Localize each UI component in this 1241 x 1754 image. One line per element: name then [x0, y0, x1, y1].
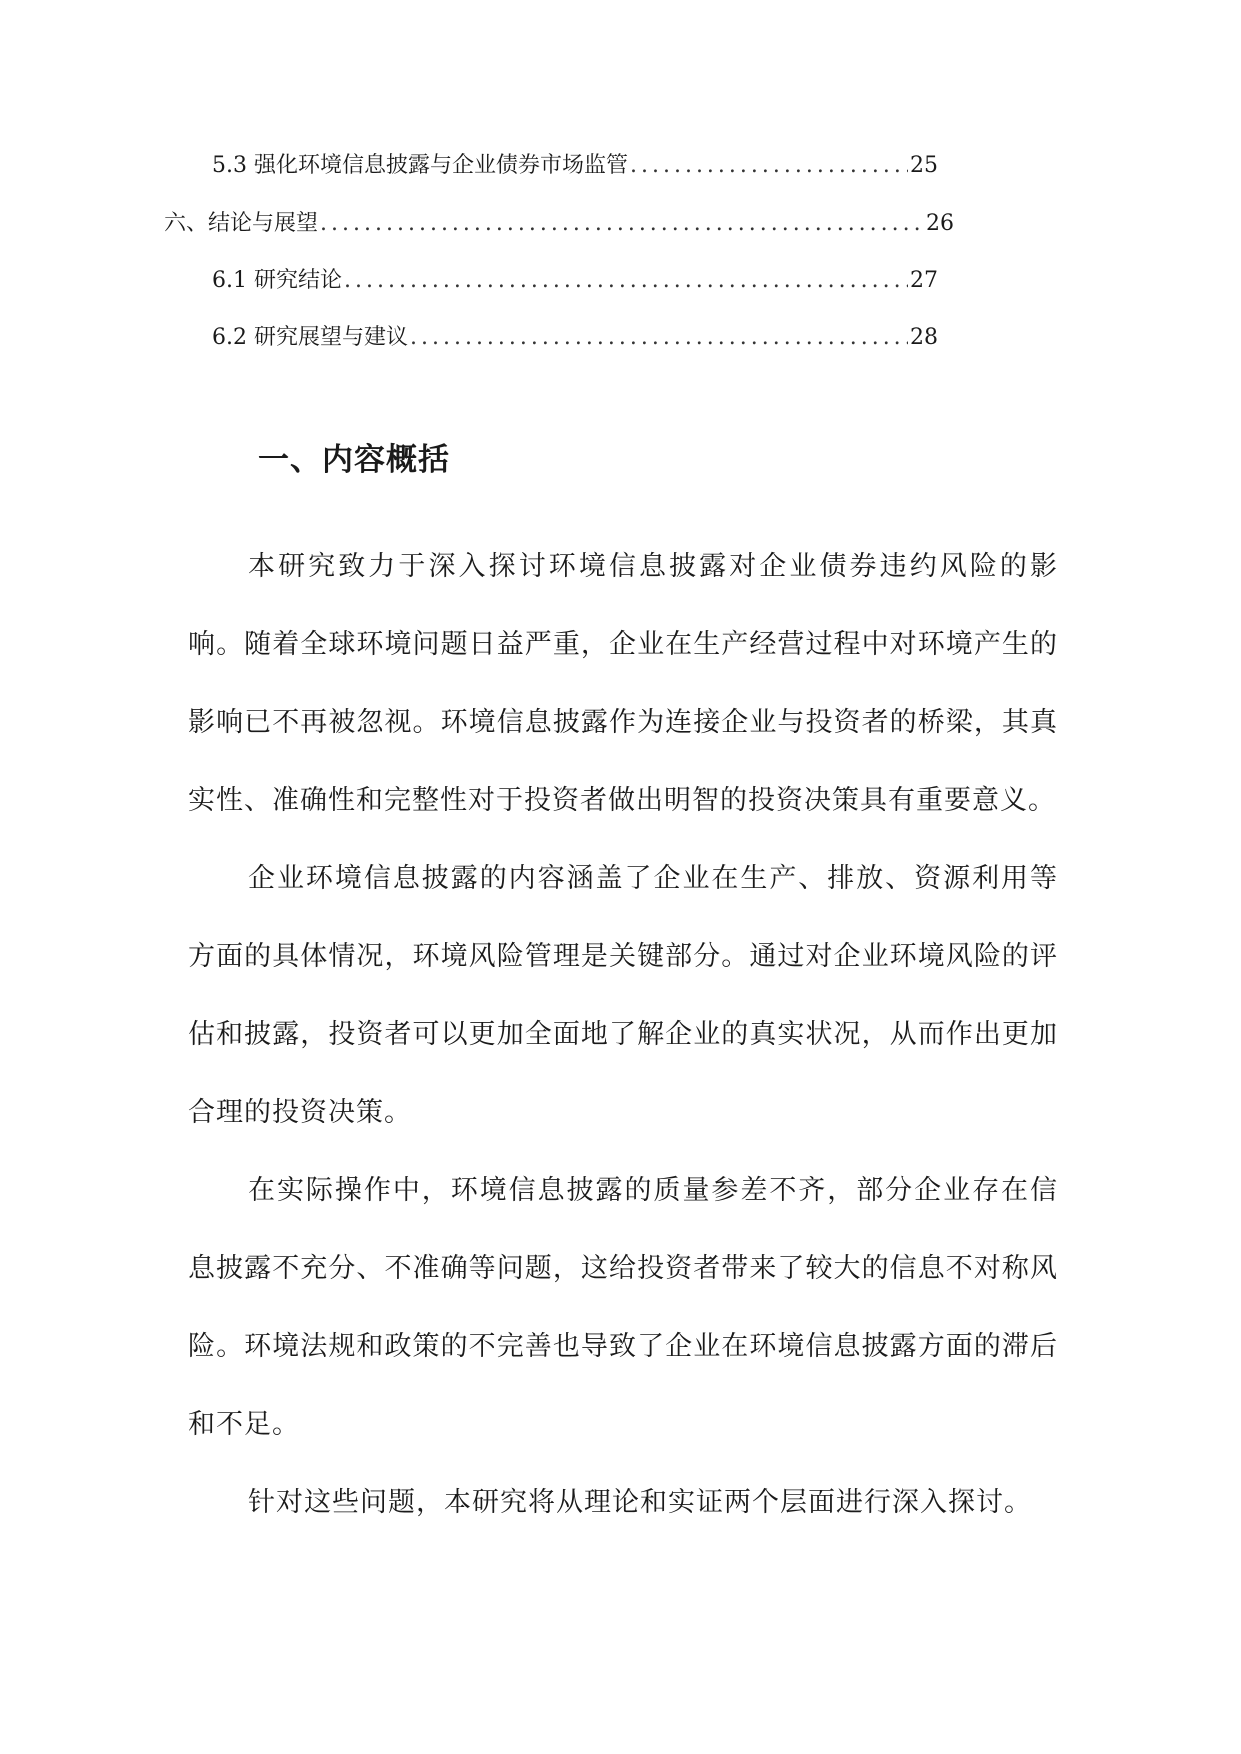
section-heading: 一、内容概括	[258, 442, 450, 478]
toc-entry-6[interactable]	[164, 208, 954, 240]
toc-entry-label: 六、结论与展望	[164, 211, 319, 236]
toc-leader-dots	[344, 265, 908, 297]
paragraph-1: 本研究致力于深入探讨环境信息披露对企业债券违约风险的影响。随着全球环境问题日益严重，企业在生产经营过程中对环境产生的影响已不再被忽视。环境信息披露作为连接企业与投资者的桥梁，其真实性、准确性和完整性对于投资者做出明智的投资决策具有重要意义。	[188, 551, 1058, 816]
toc-entry-5-3[interactable]	[212, 150, 938, 182]
toc-entry-page: 26	[926, 211, 954, 236]
toc-leader-dots	[320, 208, 924, 240]
toc-entry-page: 25	[910, 153, 938, 178]
section-body	[188, 528, 1058, 1542]
toc-leader-dots	[410, 322, 908, 354]
paragraph-3: 在实际操作中，环境信息披露的质量参差不齐，部分企业存在信息披露不充分、不准确等问题，这给投资者带来了较大的信息不对称风险。环境法规和政策的不完善也导致了企业在环境信息披露方面的滞后和不足。	[188, 1175, 1058, 1440]
toc-entry-page: 27	[910, 268, 938, 293]
toc-entry-label: 6.1 研究结论	[212, 268, 342, 293]
paragraph-2: 企业环境信息披露的内容涵盖了企业在生产、排放、资源利用等方面的具体情况，环境风险管理是关键部分。通过对企业环境风险的评估和披露，投资者可以更加全面地了解企业的真实状况，从而作出更加合理的投资决策。	[188, 863, 1058, 1128]
paragraph-4: 针对这些问题，本研究将从理论和实证两个层面进行深入探讨。	[248, 1487, 1032, 1518]
toc-entry-label: 5.3 强化环境信息披露与企业债券市场监管	[212, 153, 628, 178]
toc-entry-6-1[interactable]	[212, 265, 938, 297]
toc-leader-dots	[630, 150, 908, 182]
toc-entry-6-2[interactable]	[212, 322, 938, 354]
toc-entry-page: 28	[910, 325, 938, 350]
toc-entry-label: 6.2 研究展望与建议	[212, 325, 408, 350]
